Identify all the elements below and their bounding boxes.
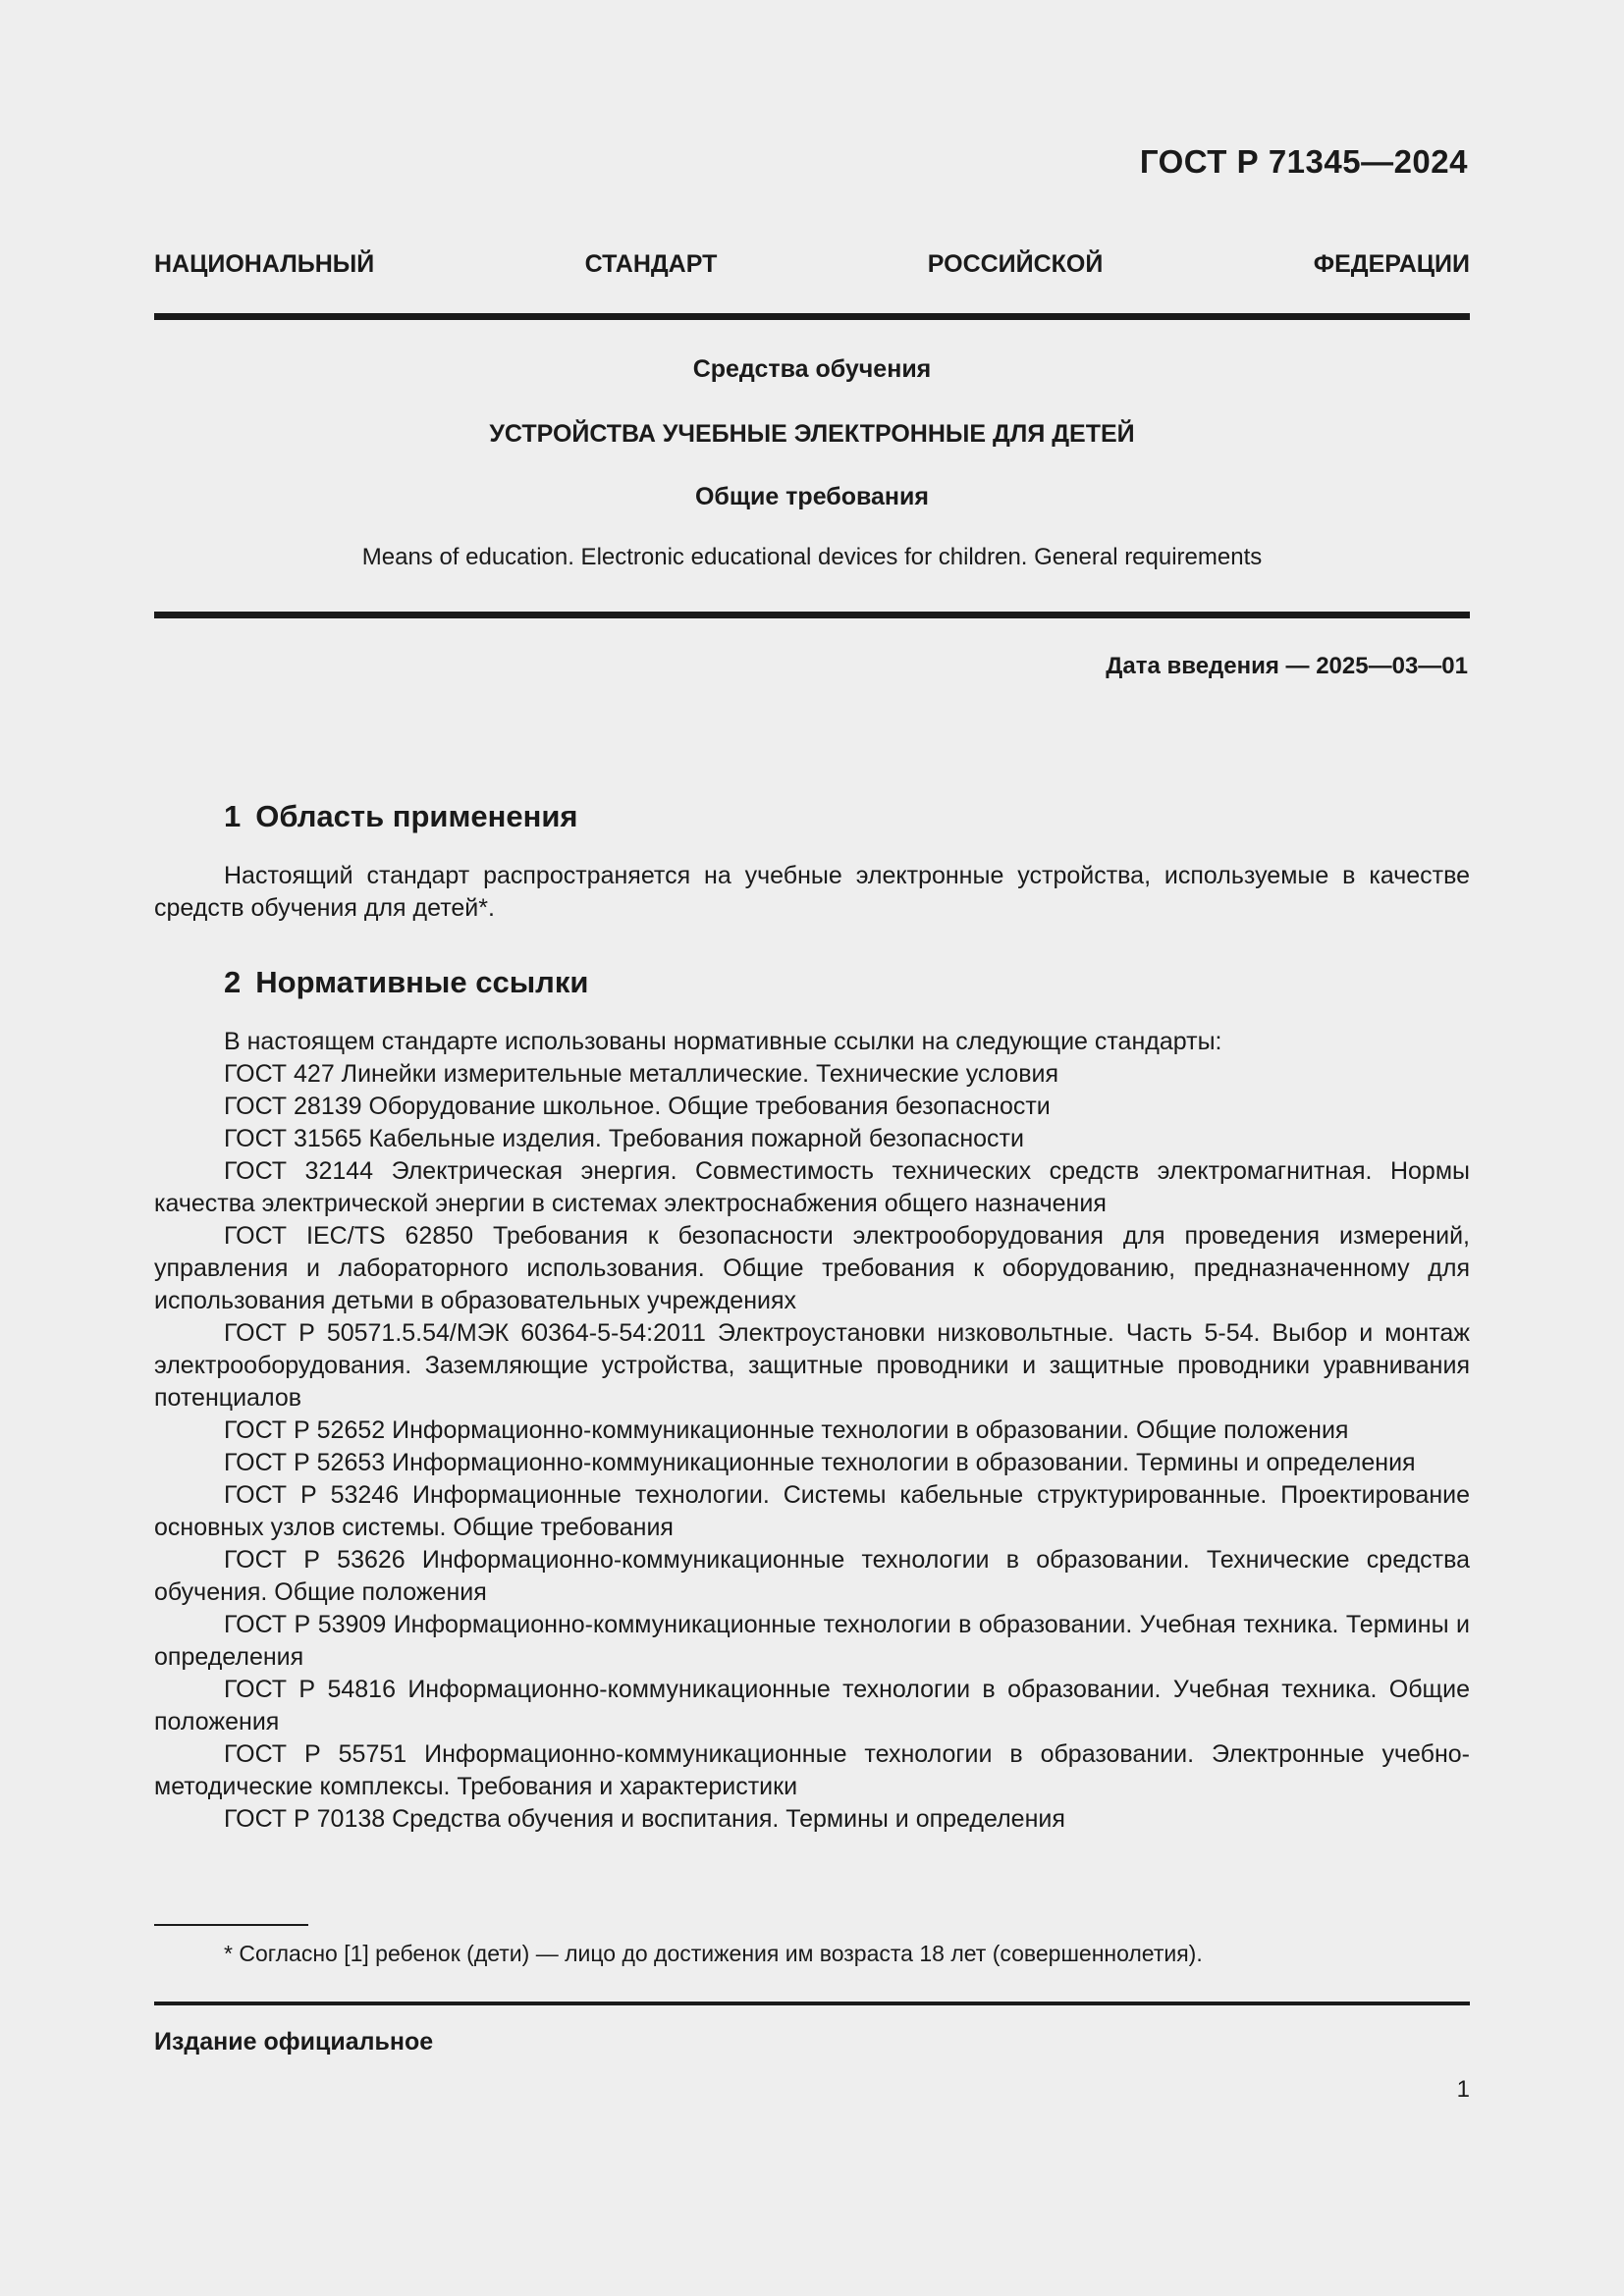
section-2-number: 2 bbox=[224, 965, 242, 999]
section-1-number: 1 bbox=[224, 799, 242, 833]
references-intro: В настоящем стандарте использованы нормативные ссылки на следующие стандарты: bbox=[224, 1028, 1222, 1055]
reference-item: ГОСТ 32144 Электрическая энергия. Совместимость технических средств электромагнитная. Нормы качества электрической энергии в системах электроснабжения общего назначения bbox=[154, 1157, 1470, 1217]
national-standard-banner: НАЦИОНАЛЬНЫЙ СТАНДАРТ РОССИЙСКОЙ ФЕДЕРАЦИИ bbox=[154, 250, 1470, 278]
reference-item: ГОСТ IEC/TS 62850 Требования к безопасности электрооборудования для проведения измерений, управления и лабораторного использования. Общие требования к оборудованию, предназначенному для использования детьми в образовательных учреждениях bbox=[154, 1222, 1470, 1314]
reference-item: ГОСТ Р 52653 Информационно-коммуникационные технологии в образовании. Термины и определения bbox=[224, 1449, 1416, 1476]
title-main: УСТРОЙСТВА УЧЕБНЫЕ ЭЛЕКТРОННЫЕ ДЛЯ ДЕТЕЙ bbox=[489, 420, 1135, 448]
section-1-title: Область применения bbox=[255, 799, 578, 833]
reference-item: ГОСТ Р 53246 Информационные технологии. Системы кабельные структурированные. Проектирование основных узлов системы. Общие требования bbox=[154, 1481, 1470, 1541]
page-number: 1 bbox=[1456, 2076, 1470, 2103]
normative-references bbox=[154, 1026, 1470, 1836]
footer-divider bbox=[154, 2002, 1470, 2005]
section-1-heading bbox=[224, 799, 578, 834]
section-2-heading bbox=[224, 965, 588, 1000]
reference-item: ГОСТ Р 52652 Информационно-коммуникационные технологии в образовании. Общие положения bbox=[224, 1416, 1349, 1444]
header-divider bbox=[154, 313, 1470, 320]
document-code: ГОСТ Р 71345—2024 bbox=[1139, 143, 1468, 180]
reference-item: ГОСТ Р 55751 Информационно-коммуникационные технологии в образовании. Электронные учебно-методические комплексы. Требования и характеристики bbox=[154, 1740, 1470, 1800]
reference-item: ГОСТ 28139 Оборудование школьное. Общие требования безопасности bbox=[224, 1093, 1051, 1120]
reference-item: ГОСТ Р 53909 Информационно-коммуникационные технологии в образовании. Учебная техника. Термины и определения bbox=[154, 1611, 1470, 1671]
introduction-date: Дата введения — 2025—03—01 bbox=[1106, 653, 1468, 679]
section-1-text: Настоящий стандарт распространяется на учебные электронные устройства, используемые в качестве средств обучения для детей*. bbox=[154, 862, 1470, 922]
section-2-title: Нормативные ссылки bbox=[255, 965, 589, 999]
reference-item: ГОСТ Р 53626 Информационно-коммуникационные технологии в образовании. Технические средства обучения. Общие положения bbox=[154, 1546, 1470, 1606]
title-divider bbox=[154, 612, 1470, 618]
reference-item: ГОСТ 427 Линейки измерительные металлические. Технические условия bbox=[224, 1060, 1058, 1088]
reference-item: ГОСТ 31565 Кабельные изделия. Требования пожарной безопасности bbox=[224, 1125, 1024, 1152]
reference-item: ГОСТ Р 50571.5.54/МЭК 60364-5-54:2011 Электроустановки низковольтные. Часть 5-54. Выбор и монтаж электрооборудования. Заземляющие устройства, защитные проводники и защитные проводники уравнивания потенциалов bbox=[154, 1319, 1470, 1412]
footnote-separator bbox=[154, 1924, 308, 1926]
reference-item: ГОСТ Р 70138 Средства обучения и воспитания. Термины и определения bbox=[224, 1805, 1065, 1833]
title-general: Общие требования bbox=[694, 483, 929, 510]
reference-item: ГОСТ Р 54816 Информационно-коммуникационные технологии в образовании. Учебная техника. Общие положения bbox=[154, 1676, 1470, 1735]
title-english: Means of education. Electronic educational devices for children. General requirements bbox=[361, 544, 1263, 570]
title-subtitle: Средства обучения bbox=[692, 355, 932, 383]
footnote: * Согласно [1] ребенок (дети) — лицо до достижения им возраста 18 лет (совершеннолетия). bbox=[224, 1941, 1203, 1966]
edition-label: Издание официальное bbox=[154, 2028, 434, 2056]
